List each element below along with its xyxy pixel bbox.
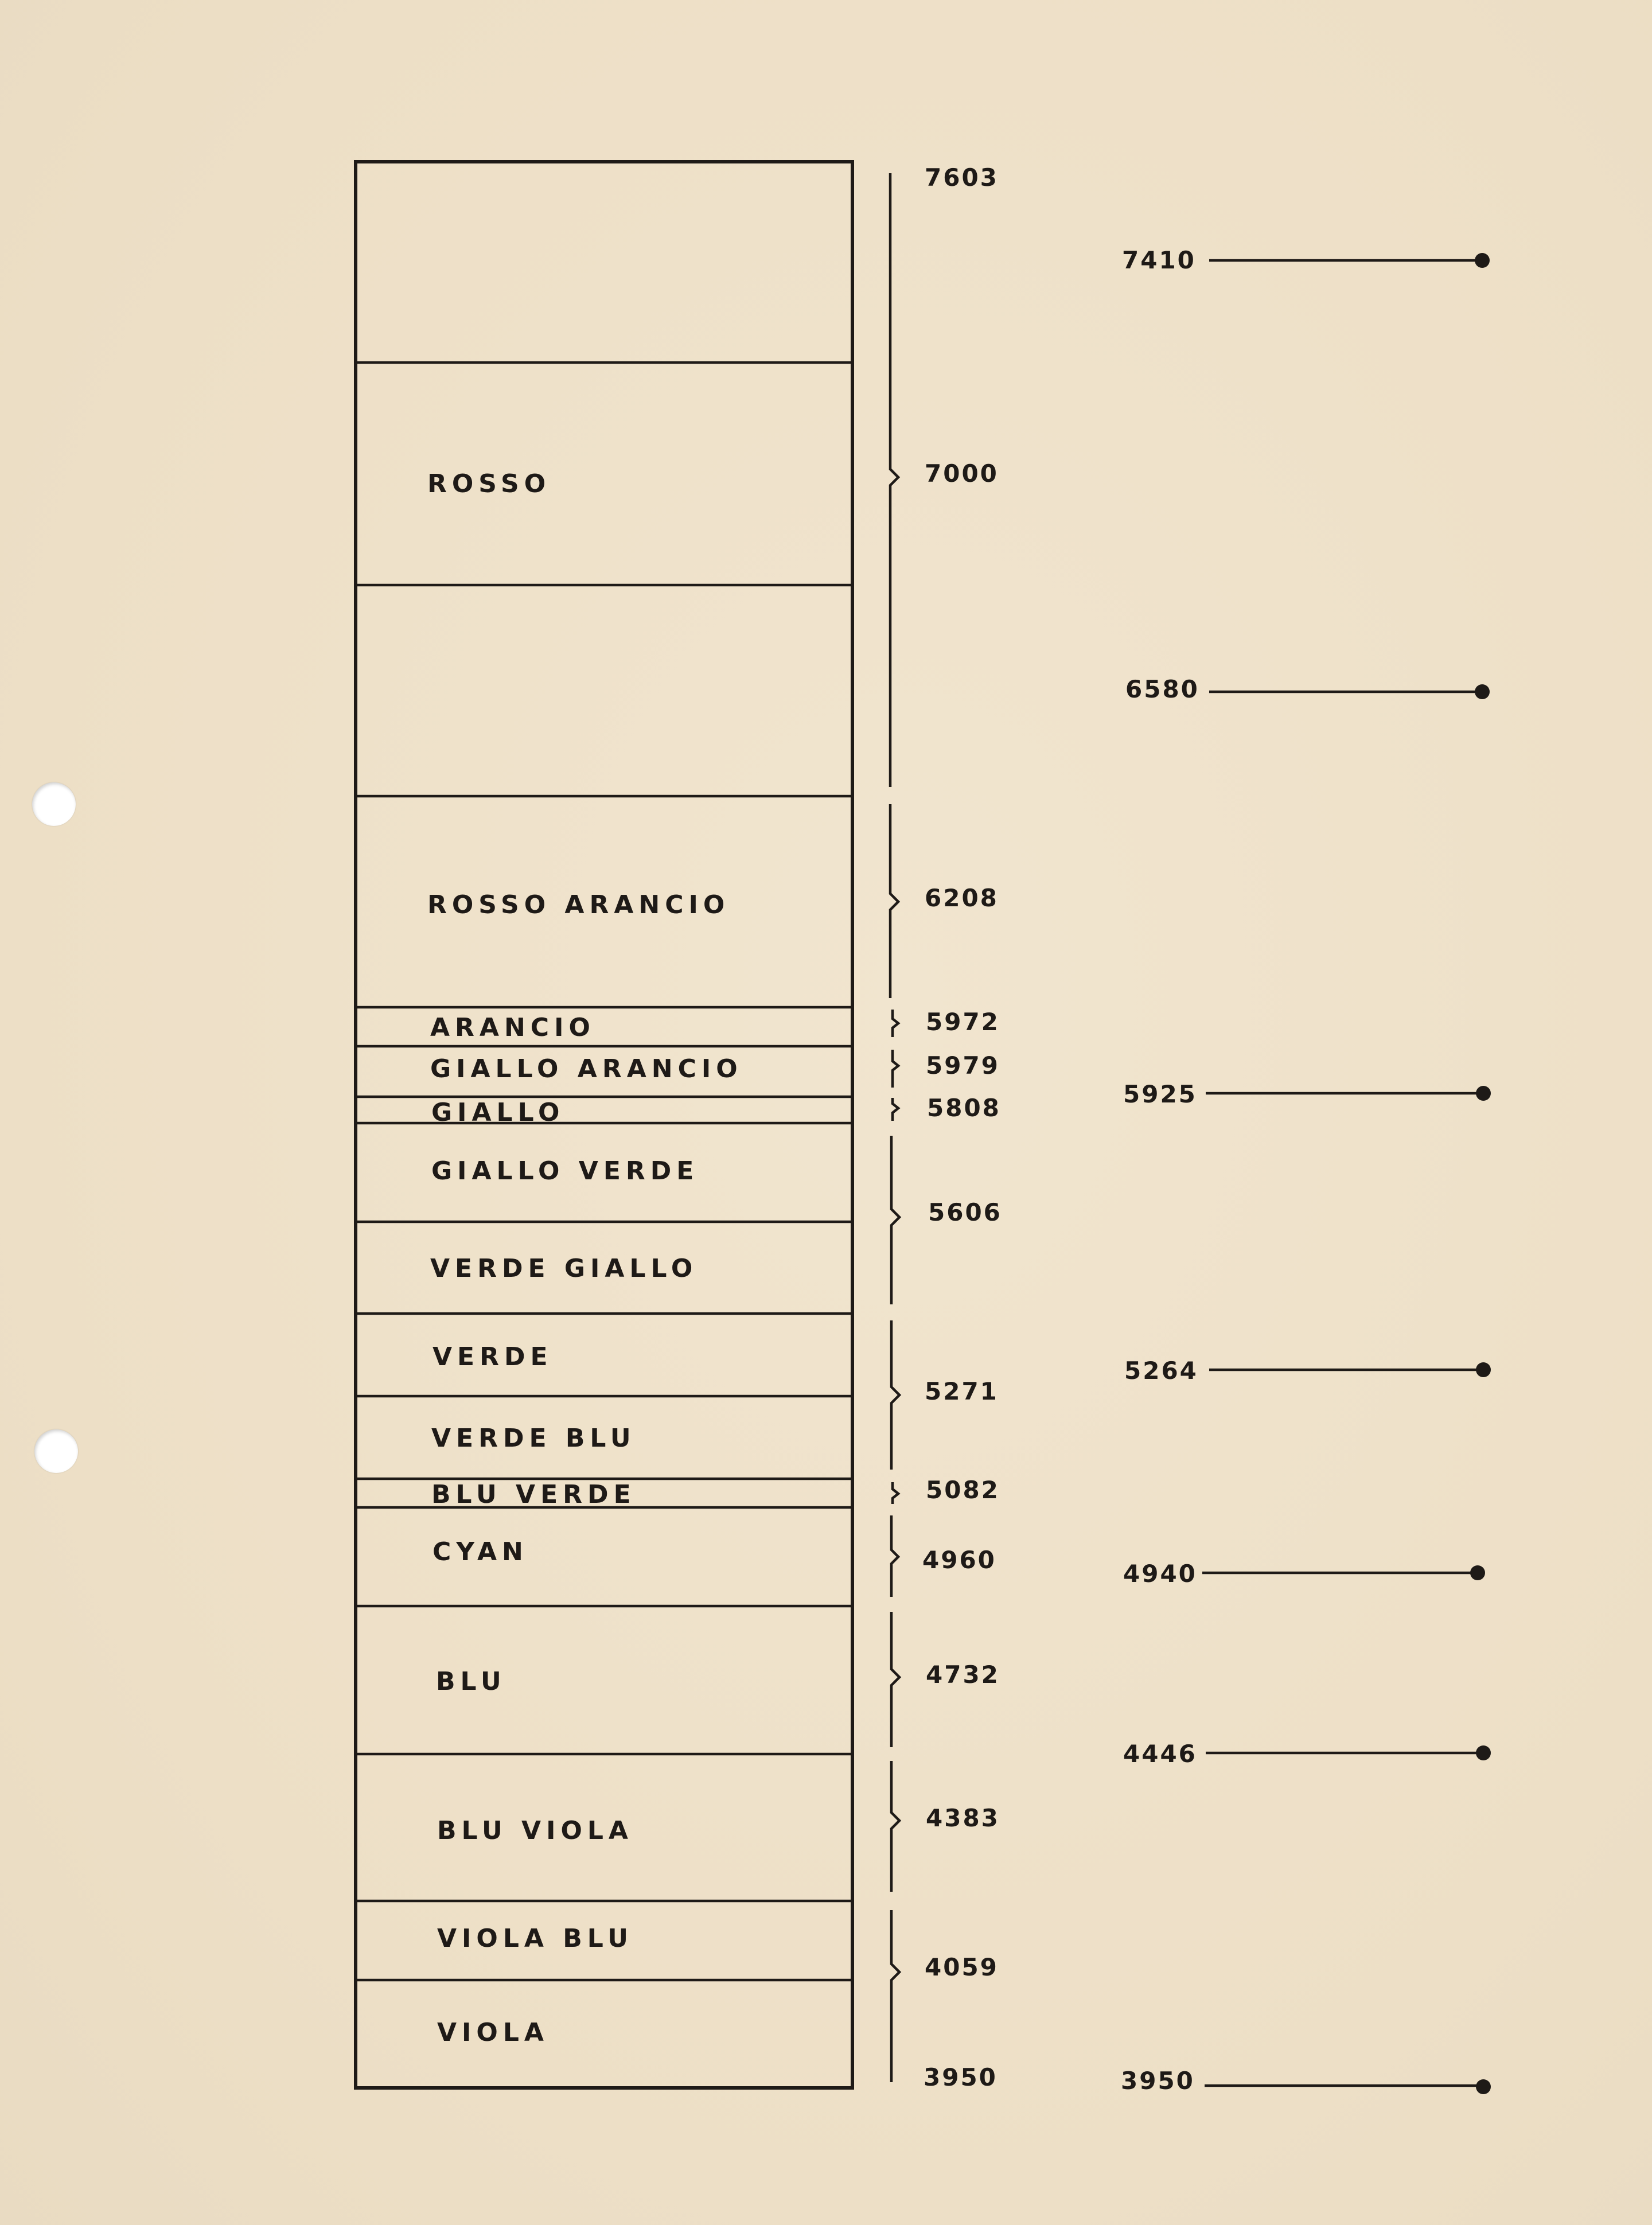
brace-value: 5082 [926,1476,1000,1504]
brace-value: 5979 [926,1051,1000,1080]
reference-marker [1124,1357,1491,1385]
brace-value: 5808 [927,1094,1001,1122]
brace-giallo-verde-gruppo [891,1136,899,1304]
brace-value: 5972 [926,1008,1000,1036]
reference-marker [1123,1080,1491,1108]
band-label-giallo: GIALLO [431,1098,565,1127]
reference-marker [1121,2067,1491,2095]
band-labels [427,469,743,2047]
brace-blu-verde [893,1482,898,1504]
band-label-verde-blu: VERDE BLU [431,1424,636,1453]
braces [890,173,899,2082]
brace-value: 5606 [928,1198,1002,1226]
brace-value: 7603 [925,163,999,192]
brace-cyan [891,1515,898,1597]
reference-value: 5925 [1123,1080,1197,1108]
band-label-verde: VERDE [433,1342,553,1371]
brace-value: 3950 [924,2063,998,2091]
band-label-rosso-arancio: ROSSO ARANCIO [427,890,730,919]
brace-value: 4732 [926,1661,1000,1689]
reference-marker [1125,675,1490,703]
brace-value: 6208 [925,884,999,912]
reference-marker [1123,1560,1485,1588]
brace-arancio [893,1010,898,1037]
band-label-arancio: ARANCIO [430,1013,595,1042]
brace-value: 5271 [925,1377,999,1405]
brace-blu-viola [891,1761,899,1892]
brace-value: 4960 [922,1546,996,1574]
band-label-viola: VIOLA [437,2018,549,2047]
band-label-blu: BLU [436,1667,506,1696]
brace-rosso-arancio [890,804,898,998]
brace-giallo-arancio [893,1050,898,1088]
reference-marker [1122,246,1490,274]
brace-values [922,163,1002,2091]
band-label-blu-viola: BLU VIOLA [437,1816,633,1845]
reference-value: 4446 [1123,1740,1197,1768]
reference-markers [1121,246,1491,2095]
band-label-verde-giallo: VERDE GIALLO [430,1254,698,1283]
band-label-viola-blu: VIOLA BLU [437,1924,633,1953]
brace-value: 7000 [925,459,999,488]
band-label-cyan: CYAN [433,1537,528,1567]
band-label-giallo-arancio: GIALLO ARANCIO [430,1054,743,1084]
reference-marker [1123,1740,1491,1768]
reference-value: 3950 [1121,2067,1195,2095]
brace-value: 4383 [926,1804,1000,1832]
brace-rosso [890,173,898,787]
reference-value: 4940 [1123,1560,1197,1588]
brace-value: 4059 [925,1953,999,1981]
band-label-giallo-verde: GIALLO VERDE [431,1156,699,1186]
band-label-rosso: ROSSO [427,469,551,498]
band-label-blu-verde: BLU VERDE [431,1480,636,1509]
brace-verde-gruppo [891,1320,899,1470]
reference-value: 6580 [1125,675,1199,703]
brace-viola-gruppo [891,1910,899,2082]
color-column-outline [356,162,852,2088]
brace-giallo [893,1098,898,1121]
brace-blu [891,1612,899,1747]
reference-value: 5264 [1124,1357,1198,1385]
reference-value: 7410 [1122,246,1196,274]
